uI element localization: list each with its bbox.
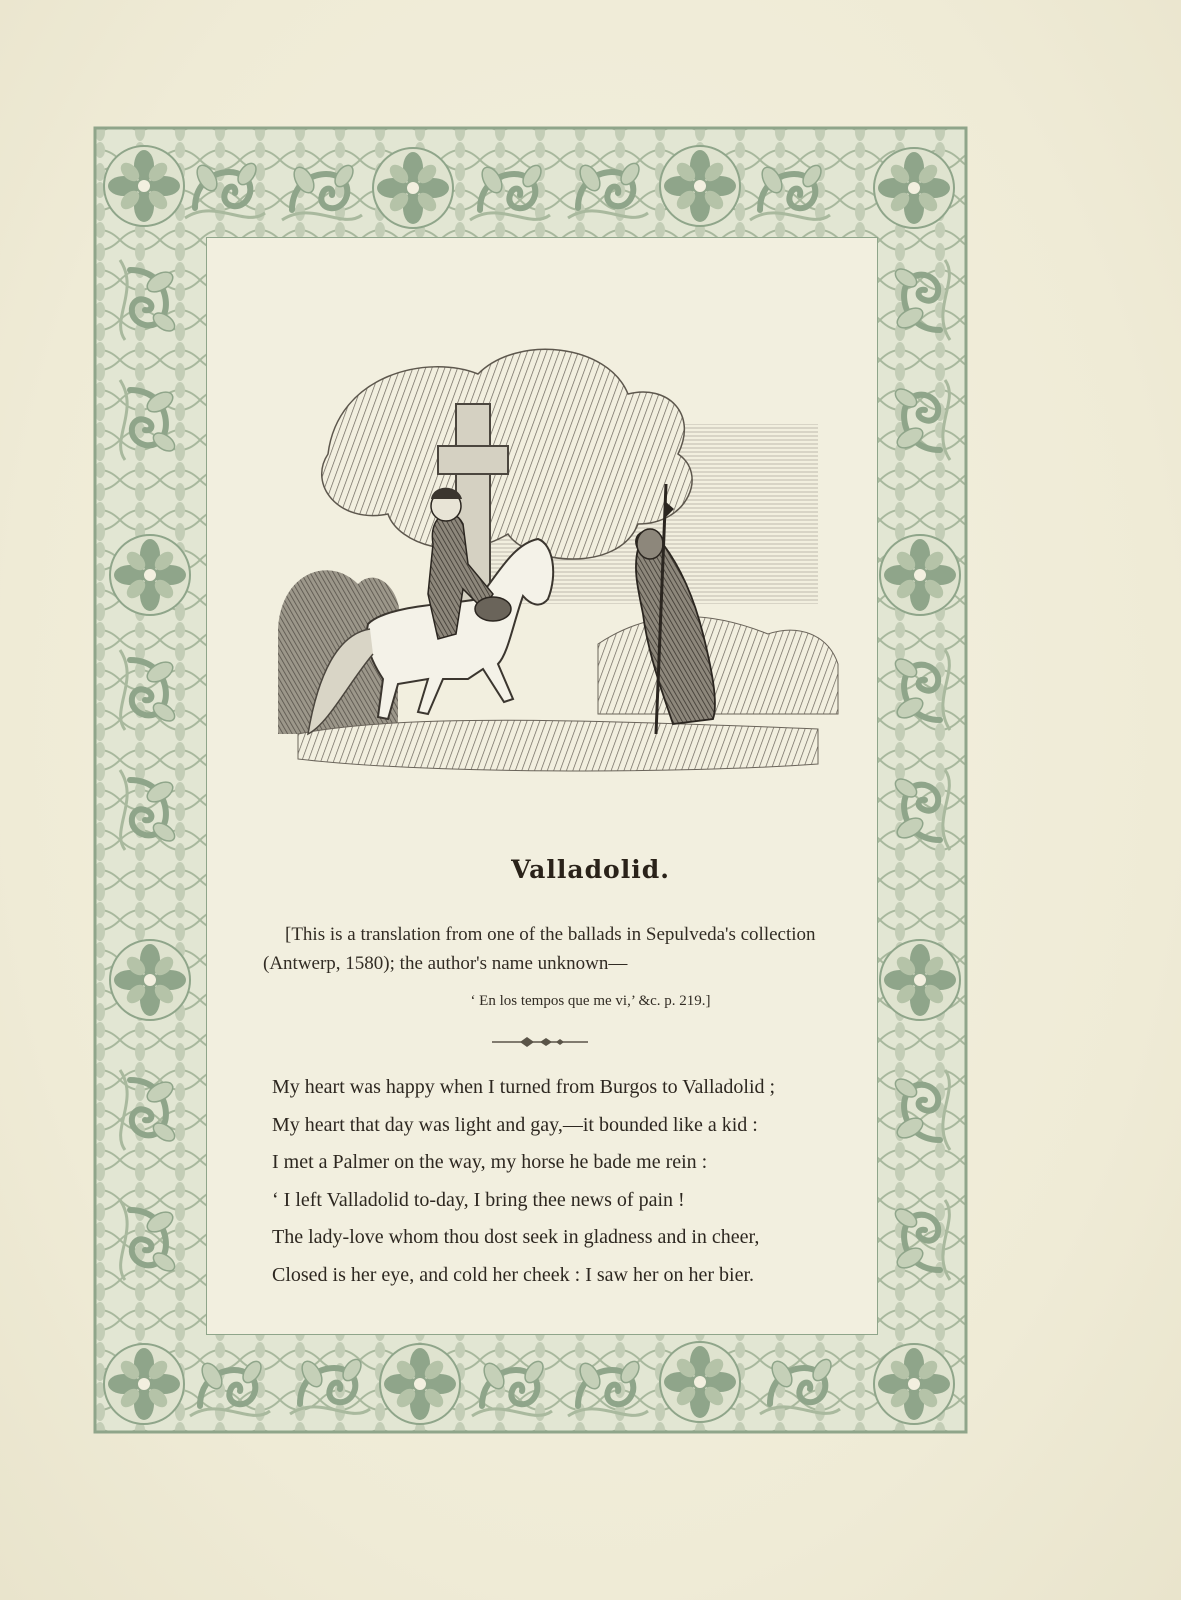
verse-line: My heart that day was light and gay,—it bounded like a kid :	[272, 1113, 758, 1136]
intro-line-1: [This is a translation from one of the ballads in Sepulveda's collection	[285, 924, 816, 945]
verse-line: The lady-love whom thou dost seek in gladness and in cheer,	[272, 1226, 760, 1248]
verse-line: I met a Palmer on the way, my horse he bade me rein :	[272, 1151, 708, 1173]
verse-line: ‘ I left Valladolid to-day, I bring thee news of pain !	[272, 1188, 685, 1211]
ballad-verse	[272, 1072, 872, 1297]
page-title: Valladolid.	[511, 855, 670, 884]
verse-line: Closed is her eye, and cold her cheek : I saw her on her bier.	[272, 1263, 755, 1286]
intro-line-2: (Antwerp, 1580); the author's name unknown—	[263, 953, 628, 974]
intro-note	[263, 920, 853, 978]
verse-line: My heart was happy when I turned from Burgos to Valladolid ;	[272, 1076, 776, 1098]
engraving-horseman-and-palmer-icon	[278, 334, 848, 784]
intro-quote: ‘ En los tempos que me vi,’ &c. p. 219.]	[470, 993, 711, 1009]
fleuron-icon	[490, 1036, 590, 1048]
